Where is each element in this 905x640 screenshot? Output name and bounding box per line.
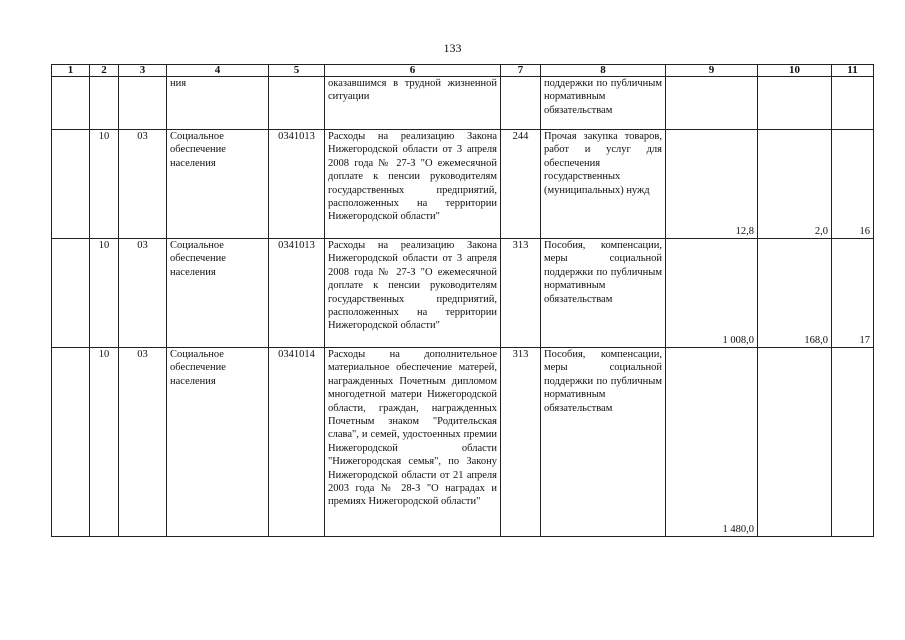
target-code: 0341014 [269, 348, 325, 537]
header-cell: 1 [52, 65, 90, 77]
header-cell: 8 [541, 65, 666, 77]
budget-table [51, 64, 874, 537]
header-cell: 9 [666, 65, 758, 77]
table-row [52, 130, 874, 239]
target-code: 0341013 [269, 130, 325, 239]
description-cell: Расходы на дополнительное материальное обеспечение матерей, награжденных Почетным дипломом многодетной матери Нижегородской области, граждан, награжденных Почетным знаком "Родительская слава", и семей, удостоенных премии Нижегородской области "Нижегородская семья", по Закону Нижегородской области от 21 апреля 2003 года № 28-З "О наградах и премиях Нижегородской области" [325, 348, 501, 537]
amount-cell: 2,0 [758, 130, 832, 239]
header-cell: 11 [832, 65, 874, 77]
description-cell: Расходы на реализацию Закона Нижегородской области от 3 апреля 2008 года № 27-З "О ежемесячной доплате к пенсии руководителям государственных предприятий, расположенных на территории Нижегородской области" [325, 239, 501, 348]
amount-cell [758, 348, 832, 537]
section-cell: Социальное обеспечение населения [167, 239, 269, 348]
expense-type-cell: Пособия, компенсации, меры социальной поддержки по публичным нормативным обязательствам [541, 348, 666, 537]
table-row [52, 239, 874, 348]
description-cell: Расходы на реализацию Закона Нижегородской области от 3 апреля 2008 года № 27-З "О ежемесячной доплате к пенсии руководителям государственных предприятий, расположенных на территории Нижегородской области" [325, 130, 501, 239]
header-cell: 10 [758, 65, 832, 77]
header-cell: 3 [119, 65, 167, 77]
section-code: 10 [90, 239, 119, 348]
target-code: 0341013 [269, 239, 325, 348]
expense-code: 244 [501, 130, 541, 239]
description-cell: оказавшимся в трудной жизненной ситуации [325, 77, 501, 130]
expense-code: 313 [501, 348, 541, 537]
amount-cell: 1 008,0 [666, 239, 758, 348]
amount-cell: 168,0 [758, 239, 832, 348]
continuation-row [52, 77, 874, 130]
subsection-code: 03 [119, 239, 167, 348]
header-cell: 5 [269, 65, 325, 77]
expense-type-cell: Пособия, компенсации, меры социальной поддержки по публичным нормативным обязательствам [541, 239, 666, 348]
expense-code: 313 [501, 239, 541, 348]
section-cell: ния [167, 77, 269, 130]
section-code: 10 [90, 130, 119, 239]
header-row [52, 65, 874, 77]
index-cell [832, 348, 874, 537]
section-cell: Социальное обеспечение населения [167, 130, 269, 239]
index-cell: 16 [832, 130, 874, 239]
section-cell: Социальное обеспечение населения [167, 348, 269, 537]
section-code: 10 [90, 348, 119, 537]
amount-cell: 12,8 [666, 130, 758, 239]
page-number: 133 [443, 41, 462, 55]
table-row [52, 348, 874, 537]
header-cell: 7 [501, 65, 541, 77]
amount-cell: 1 480,0 [666, 348, 758, 537]
header-cell: 2 [90, 65, 119, 77]
index-cell: 17 [832, 239, 874, 348]
expense-type-cell: поддержки по публичным нормативным обязательствам [541, 77, 666, 130]
header-cell: 4 [167, 65, 269, 77]
subsection-code: 03 [119, 348, 167, 537]
header-cell: 6 [325, 65, 501, 77]
expense-type-cell: Прочая закупка товаров, работ и услуг для обеспечения государственных (муниципальных) нужд [541, 130, 666, 239]
subsection-code: 03 [119, 130, 167, 239]
